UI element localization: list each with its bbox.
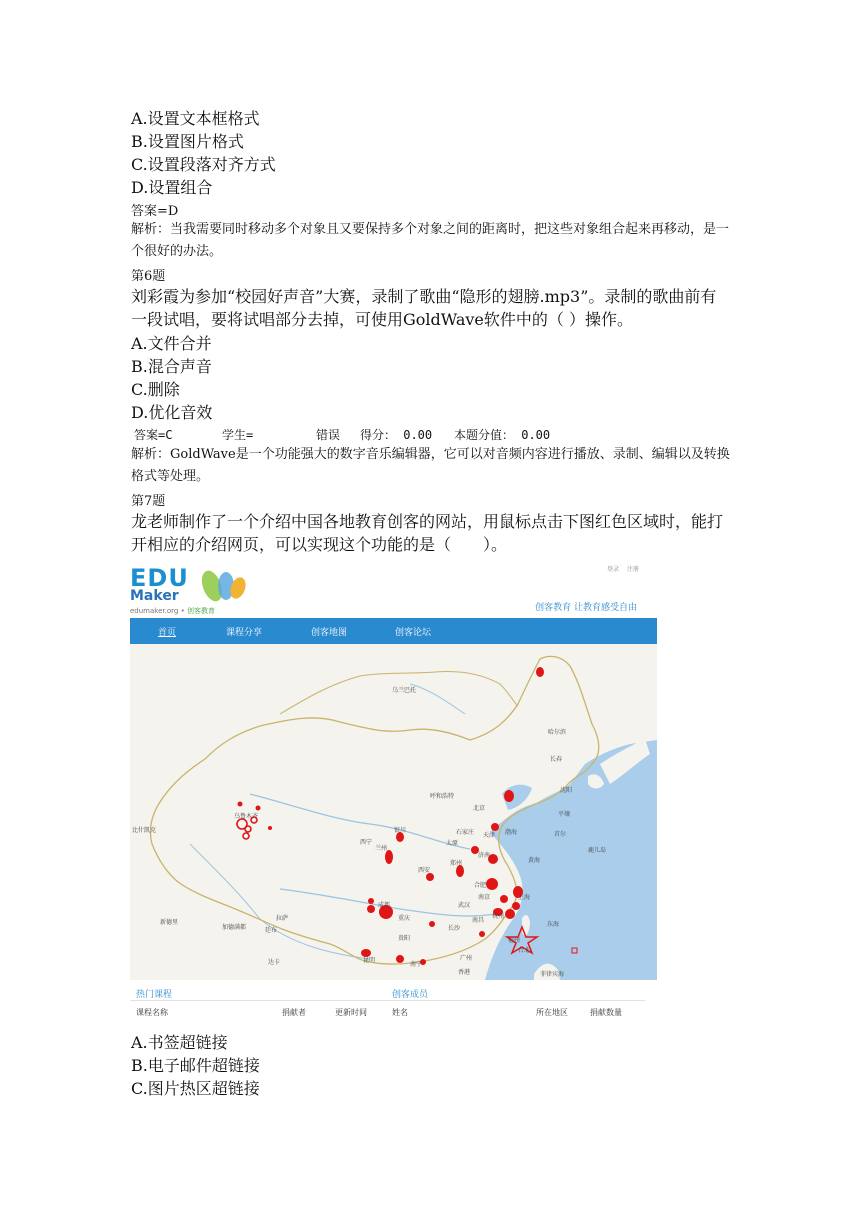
svg-text:南昌: 南昌 [472, 917, 485, 924]
q7-label: 第7题 [131, 494, 166, 509]
svg-text:长沙: 长沙 [448, 925, 461, 932]
svg-text:贵阳: 贵阳 [398, 935, 411, 942]
svg-text:呼和浩特: 呼和浩特 [430, 793, 455, 800]
svg-text:上海: 上海 [518, 894, 531, 901]
svg-text:渤海: 渤海 [505, 829, 518, 836]
site-slogan: 创客教育 让教育感受自由 [535, 603, 637, 613]
svg-text:广州: 广州 [460, 955, 473, 962]
svg-text:兰州: 兰州 [375, 845, 388, 852]
svg-text:昆明: 昆明 [363, 957, 376, 964]
q6-option-c: C.删除 [131, 380, 180, 399]
q5-option-a: A.设置文本框格式 [131, 109, 260, 128]
q6-student: 学生= [222, 428, 254, 442]
svg-text:南宁: 南宁 [410, 961, 423, 968]
svg-text:太原: 太原 [446, 840, 459, 847]
svg-text:达卡: 达卡 [268, 959, 281, 966]
logo-maker-text: Maker [130, 588, 179, 604]
leaf-icon [200, 568, 246, 604]
login-link[interactable]: 登录 [607, 566, 620, 573]
col-name: 姓名 [392, 1008, 408, 1017]
svg-text:石家庄: 石家庄 [456, 829, 475, 836]
svg-text:新德里: 新德里 [160, 919, 179, 926]
q6-option-b: B.混合声音 [131, 357, 212, 376]
col-update-time: 更新时间 [335, 1008, 367, 1017]
col-course-name: 课程名称 [136, 1008, 168, 1017]
register-link[interactable]: 注册 [626, 566, 639, 573]
svg-text:加德满都: 加德满都 [222, 924, 247, 931]
svg-text:香港: 香港 [458, 969, 471, 976]
q6-option-a: A.文件合并 [131, 334, 212, 353]
col-donation-count: 捐献数量 [590, 1008, 622, 1017]
website-screenshot [130, 560, 657, 1022]
svg-text:银川: 银川 [394, 827, 407, 834]
col-region: 所在地区 [536, 1008, 568, 1017]
q7-option-b: B.电子邮件超链接 [131, 1056, 260, 1075]
logo-url: edumaker.org • 创客教育 [130, 607, 215, 615]
maker-members-title: 创客成员 [392, 990, 429, 1000]
q7-stem: 龙老师制作了一个介绍中国各地教育创客的网站，用鼠标点击下图红色区域时，能打开相应的介绍网页，可以实现这个功能的是（ ）。 [131, 512, 724, 554]
nav-course-share[interactable]: 课程分享 [226, 628, 263, 638]
svg-text:西宁: 西宁 [360, 839, 373, 846]
q6-option-d: D.优化音效 [131, 403, 213, 422]
china-map[interactable] [130, 644, 657, 980]
svg-text:沈阳: 沈阳 [560, 787, 573, 794]
q6-stem: 刘彩霞为参加“校园好声音”大赛，录制了歌曲“隐形的翅膀.mp3”。录制的歌曲前有一段试唱，要将试唱部分去掉，可使用GoldWave软件中的（ ）操作。 [131, 287, 717, 329]
svg-text:长春: 长春 [550, 756, 563, 763]
svg-text:台北: 台北 [518, 947, 531, 954]
q5-option-b: B.设置图片格式 [131, 132, 244, 151]
svg-text:西安: 西安 [418, 867, 431, 874]
svg-text:廷布: 廷布 [265, 927, 278, 934]
q5-analysis: 解析：当我需要同时移动多个对象且又要保持多个对象之间的距离时，把这些对象组合起来再移动，是一个很好的办法。 [131, 222, 730, 259]
svg-text:比什凯克: 比什凯克 [132, 827, 157, 834]
q5-option-c: C.设置段落对齐方式 [131, 155, 276, 174]
svg-text:重庆: 重庆 [398, 915, 411, 922]
q6-value: 本题分值： 0.00 [454, 428, 551, 442]
q5-option-d: D.设置组合 [131, 178, 213, 197]
svg-text:平壤: 平壤 [558, 811, 571, 818]
svg-text:鹿儿岛: 鹿儿岛 [588, 847, 607, 854]
q6-label: 第6题 [131, 269, 166, 284]
q6-answer: 答案=C [134, 428, 173, 442]
svg-text:合肥: 合肥 [474, 882, 487, 889]
svg-text:拉萨: 拉萨 [276, 915, 289, 922]
svg-text:哈尔滨: 哈尔滨 [548, 729, 567, 736]
hot-courses-title: 热门课程 [136, 990, 173, 1000]
edumaker-logo [130, 564, 270, 616]
svg-text:济南: 济南 [478, 852, 491, 859]
svg-text:乌兰巴托: 乌兰巴托 [392, 687, 417, 694]
svg-text:菲律宾海: 菲律宾海 [540, 971, 565, 978]
nav-home[interactable]: 首页 [158, 628, 177, 638]
q7-option-a: A.书签超链接 [131, 1033, 228, 1052]
svg-text:天津: 天津 [483, 832, 496, 839]
svg-text:杭州: 杭州 [492, 913, 505, 920]
q7-option-c: C.图片热区超链接 [131, 1079, 260, 1098]
svg-text:北京: 北京 [473, 805, 486, 812]
col-donor: 捐献者 [282, 1008, 306, 1017]
svg-text:南京: 南京 [478, 894, 491, 901]
q5-answer: 答案=D [131, 204, 179, 219]
nav-maker-forum[interactable]: 创客论坛 [395, 628, 432, 638]
svg-text:成都: 成都 [378, 902, 391, 909]
nav-maker-map[interactable]: 创客地图 [311, 628, 348, 638]
svg-text:东海: 东海 [547, 921, 560, 928]
logo-edu-text: EDU [130, 564, 189, 592]
q6-analysis: 解析：GoldWave是一个功能强大的数字音乐编辑器，它可以对音频内容进行播放、录制、编辑以及转换格式等处理。 [131, 447, 730, 484]
svg-text:郑州: 郑州 [450, 860, 463, 867]
svg-text:黄海: 黄海 [528, 857, 541, 864]
svg-text:武汉: 武汉 [458, 902, 471, 909]
svg-text:乌鲁木齐: 乌鲁木齐 [234, 813, 259, 820]
top-links [601, 564, 639, 573]
q6-score: 得分： 0.00 [360, 428, 433, 442]
q6-result: 错误 [316, 428, 341, 442]
svg-text:福州: 福州 [508, 937, 521, 944]
section-divider [130, 1000, 645, 1001]
svg-text:首尔: 首尔 [554, 831, 567, 838]
site-nav [130, 618, 657, 644]
